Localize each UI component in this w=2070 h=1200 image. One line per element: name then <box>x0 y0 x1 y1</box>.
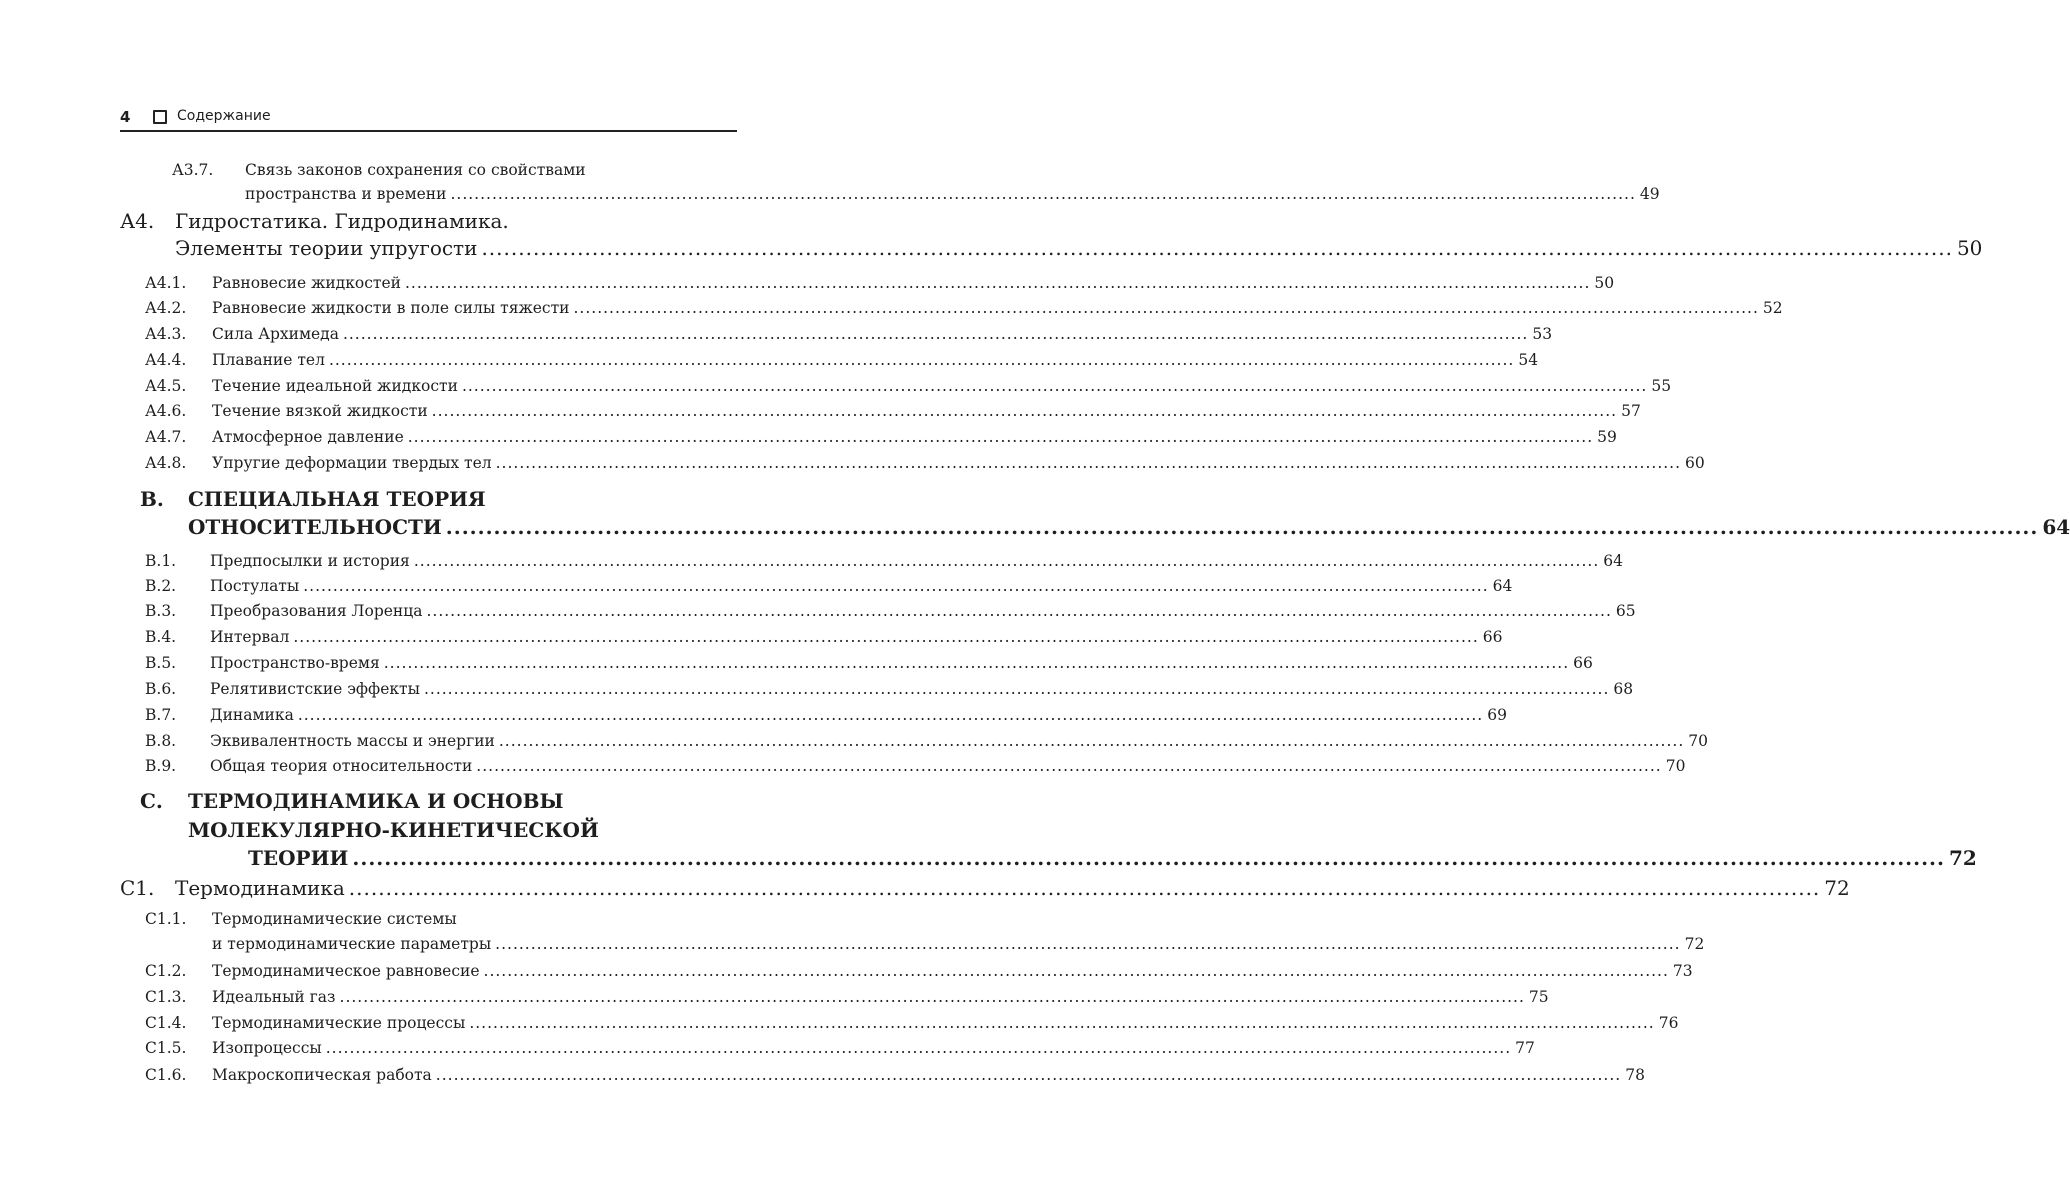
toc-entry-number: В.8. <box>145 732 177 750</box>
toc-entry-title: ТЕРМОДИНАМИКА И ОСНОВЫ <box>188 789 564 813</box>
dot-leader: ........................................................................................................................................................................................................ <box>481 236 1953 260</box>
dot-leader: ........................................................................................................................................................................................................ <box>348 876 1821 900</box>
toc-entry-title: ТЕОРИИ <box>248 846 349 870</box>
toc-page-number: 75 <box>1528 988 1549 1006</box>
dot-leader: ........................................................................................................................................................................................................ <box>495 935 1681 953</box>
toc-entry-title: ОТНОСИТЕЛЬНОСТИ <box>188 515 442 539</box>
toc-entry-title: Термодинамика <box>175 876 345 900</box>
toc-entry-title: пространства и времени <box>245 185 447 203</box>
toc-entry[interactable] <box>175 209 737 237</box>
toc-entry[interactable] <box>212 351 1539 373</box>
toc-entry-number: А4.7. <box>145 428 187 446</box>
toc-entry[interactable] <box>212 325 1553 347</box>
toc-page-number: 64 <box>1492 577 1513 595</box>
dot-leader: ........................................................................................................................................................................................................ <box>476 757 1662 775</box>
toc-entry[interactable] <box>212 1014 1679 1036</box>
toc-page-number: 78 <box>1625 1066 1645 1084</box>
toc-entry-number: А4. <box>120 209 155 233</box>
toc-page-number: 50 <box>1956 236 1983 260</box>
toc-entry-number: А4.8. <box>145 454 187 472</box>
toc-entry[interactable] <box>212 299 1783 321</box>
dot-leader: ........................................................................................................................................................................................................ <box>483 962 1669 980</box>
toc-entry-title: Сила Архимеда <box>212 325 339 343</box>
dot-leader: ........................................................................................................................................................................................................ <box>407 428 1594 446</box>
toc-page-number: 68 <box>1613 680 1634 698</box>
toc-entry[interactable] <box>210 654 1593 676</box>
dot-leader: ........................................................................................................................................................................................................ <box>339 988 1525 1006</box>
dot-leader: ........................................................................................................................................................................................................ <box>435 1066 1622 1084</box>
toc-entry-number: А3.7. <box>172 161 214 179</box>
toc-page-number: 57 <box>1621 402 1641 420</box>
dot-leader: ........................................................................................................................................................................................................ <box>573 299 1759 317</box>
toc-page-number: 54 <box>1518 351 1539 369</box>
toc-page-number: 66 <box>1482 628 1503 646</box>
toc-entry-title: и термодинамические параметры <box>212 935 492 953</box>
toc-entry-title: Связь законов сохранения со свойствами <box>245 161 586 179</box>
toc-entry-title: Общая теория относительности <box>210 757 473 775</box>
running-header-title: Содержание <box>177 108 271 124</box>
toc-entry-title: Идеальный газ <box>212 988 336 1006</box>
toc-page-number: 72 <box>1948 846 1977 870</box>
toc-entry-title: Атмосферное давление <box>212 428 404 446</box>
toc-page-number: 70 <box>1688 732 1708 750</box>
toc-page-number: 66 <box>1573 654 1593 672</box>
dot-leader: ........................................................................................................................................................................................................ <box>328 351 1515 369</box>
toc-page-number: 69 <box>1487 706 1507 724</box>
toc-page-number: 72 <box>1684 935 1705 953</box>
running-header <box>120 106 737 132</box>
toc-entry[interactable] <box>245 185 1660 207</box>
dot-leader: ........................................................................................................................................................................................................ <box>495 454 1682 472</box>
toc-entry-number: В.2. <box>145 577 177 595</box>
toc-entry-title: Релятивистские эффекты <box>210 680 420 698</box>
toc-entry-title: Преобразования Лоренца <box>210 602 423 620</box>
toc-entry[interactable] <box>212 454 1705 476</box>
toc-entry-title: Термодинамическое равновесие <box>212 962 480 980</box>
toc-entry-number: В.9. <box>145 757 177 775</box>
toc-entry-title: Термодинамические системы <box>212 910 457 928</box>
dot-leader: ........................................................................................................................................................................................................ <box>450 185 1636 203</box>
toc-entry[interactable] <box>210 757 1686 779</box>
toc-page-number: 70 <box>1665 757 1686 775</box>
toc-entry-title: СПЕЦИАЛЬНАЯ ТЕОРИЯ <box>188 487 486 511</box>
toc-entry-number: В.6. <box>145 680 177 698</box>
dot-leader: ........................................................................................................................................................................................................ <box>404 274 1591 292</box>
toc-entry-title: Макроскопическая работа <box>212 1066 432 1084</box>
toc-entry-number: С1. <box>120 876 155 900</box>
toc-entry-number: С1.2. <box>145 962 187 980</box>
dot-leader: ........................................................................................................................................................................................................ <box>342 325 1529 343</box>
dot-leader: ........................................................................................................................................................................................................ <box>325 1039 1512 1057</box>
toc-entry[interactable] <box>212 428 1617 450</box>
dot-leader: ........................................................................................................................................................................................................ <box>469 1014 1655 1032</box>
toc-entry-title: Предпосылки и история <box>210 552 410 570</box>
toc-entry[interactable] <box>212 935 1705 957</box>
dot-leader: ........................................................................................................................................................................................................ <box>498 732 1685 750</box>
toc-page-number: 72 <box>1824 876 1850 900</box>
toc-page-number: 73 <box>1672 962 1693 980</box>
toc-entry-number: В.4. <box>145 628 177 646</box>
toc-page-number: 64 <box>2042 515 2070 539</box>
toc-entry[interactable] <box>212 962 1693 984</box>
toc-page-number: 77 <box>1515 1039 1535 1057</box>
toc-entry[interactable] <box>175 876 1850 904</box>
toc-entry[interactable] <box>210 552 1623 574</box>
toc-entry-title: Интервал <box>210 628 290 646</box>
dot-leader: ........................................................................................................................................................................................................ <box>423 680 1610 698</box>
toc-entry[interactable] <box>188 818 737 846</box>
toc-entry-number: В.1. <box>145 552 177 570</box>
toc-entry-title: Изопроцессы <box>212 1039 322 1057</box>
toc-entry-title: Эквивалентность массы и энергии <box>210 732 495 750</box>
toc-entry[interactable] <box>188 487 737 515</box>
dot-leader: ........................................................................................................................................................................................................ <box>445 515 2039 539</box>
toc-entry-number: А4.4. <box>145 351 187 369</box>
dot-leader: ........................................................................................................................................................................................................ <box>352 846 1945 870</box>
toc-entry-number: С. <box>140 789 163 813</box>
dot-leader: ........................................................................................................................................................................................................ <box>431 402 1618 420</box>
toc-entry-title: Термодинамические процессы <box>212 1014 466 1032</box>
toc-entry[interactable] <box>212 377 1672 399</box>
toc-entry-number: В.7. <box>145 706 177 724</box>
toc-entry[interactable] <box>210 706 1507 728</box>
toc-page-number: 49 <box>1639 185 1660 203</box>
toc-page-number: 52 <box>1762 299 1783 317</box>
toc-entry-number: В.5. <box>145 654 177 672</box>
toc-entry-number: А4.5. <box>145 377 187 395</box>
toc-entry[interactable] <box>212 910 737 932</box>
toc-page-number: 55 <box>1651 377 1672 395</box>
toc-entry-title: Равновесие жидкостей <box>212 274 401 292</box>
toc-entry-number: В. <box>140 487 164 511</box>
toc-entry-title: Упругие деформации твердых тел <box>212 454 492 472</box>
square-bullet-icon <box>153 110 167 124</box>
toc-entry[interactable] <box>212 1039 1535 1061</box>
toc-page-number: 76 <box>1658 1014 1679 1032</box>
toc-entry-number: С1.3. <box>145 988 187 1006</box>
toc-page-number: 65 <box>1615 602 1636 620</box>
toc-page-number: 59 <box>1597 428 1617 446</box>
toc-entry[interactable] <box>210 602 1636 624</box>
toc-entry-number: С1.1. <box>145 910 187 928</box>
toc-entry[interactable] <box>212 1066 1645 1088</box>
toc-entry-title: Течение вязкой жидкости <box>212 402 428 420</box>
toc-entry-title: МОЛЕКУЛЯРНО-КИНЕТИЧЕСКОЙ <box>188 818 599 842</box>
toc-entry-title: Динамика <box>210 706 294 724</box>
toc-entry-title: Элементы теории упругости <box>175 236 478 260</box>
toc-entry[interactable] <box>245 161 737 183</box>
toc-entry-title: Плавание тел <box>212 351 325 369</box>
toc-entry[interactable] <box>210 680 1634 702</box>
toc-entry-number: С1.5. <box>145 1039 187 1057</box>
toc-page-number: 50 <box>1594 274 1615 292</box>
toc-entry-title: Постулаты <box>210 577 300 595</box>
toc-entry-number: А4.2. <box>145 299 187 317</box>
toc-entry-title: Пространство-время <box>210 654 380 672</box>
toc-entry[interactable] <box>212 274 1615 296</box>
toc-entry[interactable] <box>188 515 2070 543</box>
dot-leader: ........................................................................................................................................................................................................ <box>293 628 1479 646</box>
toc-entry-number: В.3. <box>145 602 177 620</box>
dot-leader: ........................................................................................................................................................................................................ <box>383 654 1570 672</box>
dot-leader: ........................................................................................................................................................................................................ <box>461 377 1648 395</box>
toc-entry-number: А4.3. <box>145 325 187 343</box>
toc-page-number: 60 <box>1685 454 1705 472</box>
toc-entry[interactable] <box>188 789 737 817</box>
dot-leader: ........................................................................................................................................................................................................ <box>303 577 1489 595</box>
dot-leader: ........................................................................................................................................................................................................ <box>426 602 1612 620</box>
toc-entry[interactable] <box>175 236 1983 264</box>
toc-entry-title: Течение идеальной жидкости <box>212 377 458 395</box>
toc-entry[interactable] <box>248 846 1977 874</box>
toc-entry-number: С1.4. <box>145 1014 187 1032</box>
toc-entry[interactable] <box>210 577 1513 599</box>
toc-entry[interactable] <box>212 988 1549 1010</box>
page-number: 4 <box>120 108 131 126</box>
toc-entry-number: С1.6. <box>145 1066 187 1084</box>
toc-page-number: 53 <box>1532 325 1553 343</box>
toc-entry-number: А4.6. <box>145 402 187 420</box>
dot-leader: ........................................................................................................................................................................................................ <box>413 552 1600 570</box>
dot-leader: ........................................................................................................................................................................................................ <box>297 706 1484 724</box>
toc-entry-number: А4.1. <box>145 274 187 292</box>
toc-entry-title: Равновесие жидкости в поле силы тяжести <box>212 299 570 317</box>
toc-entry-title: Гидростатика. Гидродинамика. <box>175 209 509 233</box>
toc-page-number: 64 <box>1603 552 1623 570</box>
toc-entry[interactable] <box>210 732 1708 754</box>
toc-entry[interactable] <box>212 402 1641 424</box>
toc-entry[interactable] <box>210 628 1503 650</box>
